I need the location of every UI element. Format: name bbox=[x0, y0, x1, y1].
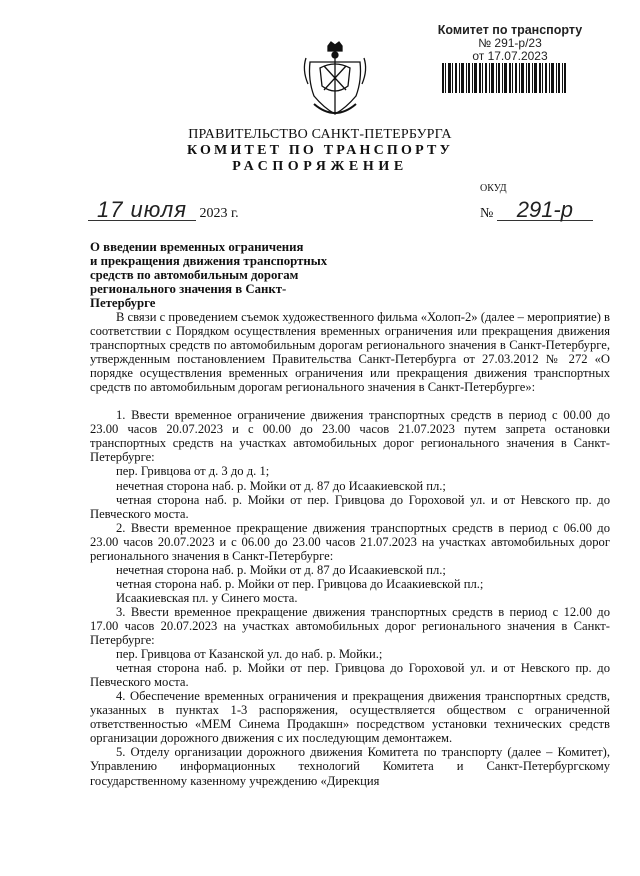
clause-1-item: пер. Гривцова от д. 3 до д. 1; bbox=[116, 464, 270, 479]
clause-2-item: нечетная сторона наб. р. Мойки от д. 87 до Исаакиевской пл.; bbox=[116, 562, 446, 577]
registration-stamp bbox=[420, 24, 600, 63]
clause-2: 2. Ввести временное прекращение движения транспортных средств в период с 06.00 до 23.00 часов 20.07.2023 и с 06.00 до 23.00 часов 21.07.2023 на участках автомобильных дорог регионального значения в Санкт-Петербурге: bbox=[90, 520, 610, 563]
clause-4: 4. Обеспечение временных ограничения и прекращения движения транспортных средств, указанных в пунктах 1-3 распоряжения, осуществляется обществом с ограниченной ответственностью «МЕМ Синема Продакшн» посредством установки технических средств организации дорожного движения с их последующим демонтажем. bbox=[90, 689, 610, 746]
handwritten-date: 17 июля bbox=[88, 200, 196, 221]
document-subject bbox=[90, 240, 350, 310]
clause-1-item: четная сторона наб. р. Мойки от пер. Гривцова до Гороховой ул. и от Невского пр. до Певческого моста. bbox=[90, 492, 610, 521]
stamp-number: № 291-р/23 bbox=[478, 36, 542, 50]
okud-label: ОКУД bbox=[480, 183, 507, 194]
subject-line: регионального значения в Санкт-Петербурге bbox=[90, 282, 287, 310]
clause-2-item: Исаакиевская пл. у Синего моста. bbox=[116, 590, 298, 605]
clause-3-item: пер. Гривцова от Казанской ул. до наб. р. Мойки.; bbox=[116, 647, 383, 662]
clause-5: 5. Отделу организации дорожного движения Комитета по транспорту (далее – Комитет), Управлению информационных технологий Комитета и Санкт-Петербургскому государственному казенному учреждению «Дирекция bbox=[90, 745, 610, 788]
coat-of-arms-emblem bbox=[300, 40, 370, 122]
document-number bbox=[480, 197, 593, 222]
subject-line: О введении временных ограничения bbox=[90, 240, 304, 254]
clause-2-item: четная сторона наб. р. Мойки от пер. Гривцова до Исаакиевской пл.; bbox=[116, 576, 484, 591]
date-year: 2023 г. bbox=[199, 206, 239, 221]
clause-3: 3. Ввести временное прекращение движения транспортных средств в период с 12.00 до 17.00 часов 20.07.2023 на участках автомобильных дорог регионального значения в Санкт-Петербурге: bbox=[90, 604, 610, 648]
document-body bbox=[90, 310, 610, 788]
government-title: ПРАВИТЕЛЬСТВО САНКТ-ПЕТЕРБУРГА bbox=[188, 127, 452, 142]
stamp-date: от 17.07.2023 bbox=[472, 49, 548, 63]
clause-1-item: нечетная сторона наб. р. Мойки от д. 87 до Исаакиевской пл.; bbox=[116, 478, 446, 493]
stamp-committee: Комитет по транспорту bbox=[437, 23, 583, 37]
document-type-title: РАСПОРЯЖЕНИЕ bbox=[232, 159, 408, 174]
clause-3-item: четная сторона наб. р. Мойки от пер. Гривцова до Гороховой ул. и от Невского пр. до Певческого моста. bbox=[90, 661, 610, 690]
subject-line: и прекращения движения транспортных bbox=[90, 254, 328, 268]
barcode bbox=[442, 63, 566, 93]
subject-line: средств по автомобильным дорогам bbox=[90, 268, 299, 282]
number-sign: № bbox=[480, 206, 494, 221]
document-date bbox=[88, 197, 239, 222]
intro-paragraph: В связи с проведением съемок художественного фильма «Холоп-2» (далее – мероприятие) в соответствии с Порядком осуществления временных ограничения или прекращения движения транспортных средств по автомобильным дорогам регионального значения в Санкт-Петербурге, утвержденным постановлением Правительства Санкт-Петербурга от 27.03.2012 № 272 «О порядке осуществления временных ограничения или прекращения движения транспортных средств по автомобильным дорогам регионального значения в Санкт-Петербурге»: bbox=[90, 310, 610, 395]
committee-title: КОМИТЕТ ПО ТРАНСПОРТУ bbox=[186, 143, 454, 158]
clause-1: 1. Ввести временное ограничение движения транспортных средств в период с 00.00 до 23.00 часов 20.07.2023 и с 00.00 до 23.00 часов 21.07.2023 путем запрета остановки транспортных средств на участках автомобильных дорог регионального значения в Санкт-Петербурге: bbox=[90, 408, 610, 465]
handwritten-number: 291-р bbox=[497, 200, 593, 221]
